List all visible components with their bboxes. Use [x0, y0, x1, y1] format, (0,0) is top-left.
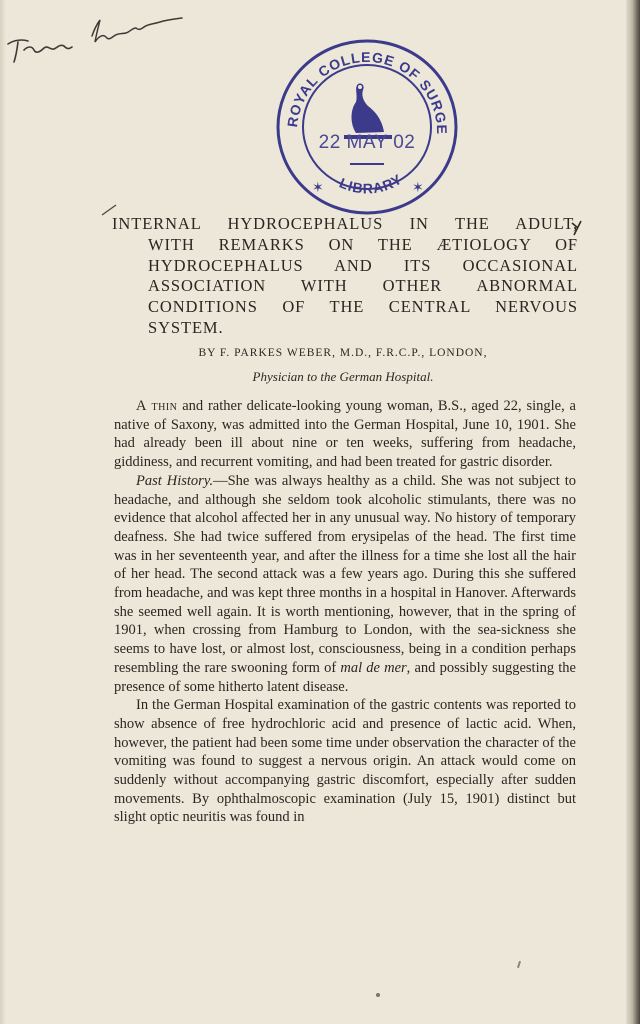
paragraph-text: , and possibly suggesting the presence of some hitherto latent disease. — [114, 659, 576, 695]
stamp-ring-bottom-text: LIBRARY — [337, 170, 406, 197]
title-line: HYDROCEPHALUS AND ITS OCCASIONAL — [148, 255, 578, 275]
page-left-edge — [0, 0, 6, 1024]
title-line: ASSOCIATION WITH OTHER ABNORMAL — [148, 276, 578, 296]
pencil-speck — [517, 961, 521, 968]
section-heading: Past History. — [136, 472, 214, 489]
paragraph-text: and rather delicate-looking young woman, B.S., aged 22, single, a native of Saxony, was admitted into the German Hospital, June 10, 1901. She had already been ill about nine or ten weeks, suffering from headache, giddiness, and recurrent vomiting, and had been treated for gastric disorder. — [114, 398, 576, 471]
paragraph-lead: A thin — [136, 398, 178, 414]
title-line: WITH REMARKS ON THE ÆTIOLOGY OF — [148, 234, 578, 254]
title-line: SYSTEM. — [148, 317, 224, 337]
svg-text:✶: ✶ — [412, 180, 424, 196]
page-binding-edge — [626, 0, 640, 1024]
stamp-ring-top-text: ROYAL COLLEGE OF SURGE — [284, 48, 451, 136]
title-line: INTERNAL HYDROCEPHALUS IN THE ADULT, — [112, 214, 578, 233]
paragraph — [114, 696, 576, 827]
stamp-rings — [272, 32, 462, 222]
author-affiliation: Physician to the German Hospital. — [252, 369, 434, 384]
italic-term: mal de mer — [340, 659, 407, 676]
title-line: CONDITIONS OF THE CENTRAL NERVOUS — [148, 297, 578, 317]
library-stamp — [272, 32, 462, 222]
paragraph — [114, 472, 576, 696]
author-byline: BY F. PARKES WEBER, M.D., F.R.C.P., LONDON, — [198, 347, 488, 359]
article-body — [114, 397, 576, 827]
article-title — [112, 214, 578, 339]
heron-emblem-icon — [344, 83, 392, 139]
handwritten-note — [4, 6, 204, 66]
ink-speck — [376, 993, 380, 997]
stamp-date: 22 MAY 02 — [318, 132, 416, 153]
paragraph-text: —She was always healthy as a child. She was not subject to headache, and although she seldom took alcoholic stimulants, there was no evidence that alcohol affected her in any unusual way. No history of temporary deafness. She had twice suffered from erysipelas of the head. The first time was in her seventeenth year, and after the illness for a time she lost all the hair of her head. The second attack was a few years ago. During this she suffered from headache, and was kept three months in a hospital in Hanover. Afterwards she seemed well again. It is worth mentioning, however, that in the spring of 1901, when crossing from Hamburg to London, with the sea-sickness she seems to have lost, or almost lost, consciousness, being in a condition perhaps resembling the rare swooning form of — [114, 472, 576, 676]
paragraph — [114, 397, 576, 472]
paragraph-text: In the German Hospital examination of the gastric contents was reported to show absence of free hydrochloric acid and presence of lactic acid. When, however, the patient had been some time under observation the character of the vomiting was found to suggest a nervous origin. An attack would come on suddenly without accompanying gastric discomfort, especially after sudden movements. By ophthalmoscopic examination (July 15, 1901) distinct but slight optic neuritis was found in — [114, 697, 576, 826]
svg-text:✶: ✶ — [312, 180, 324, 196]
